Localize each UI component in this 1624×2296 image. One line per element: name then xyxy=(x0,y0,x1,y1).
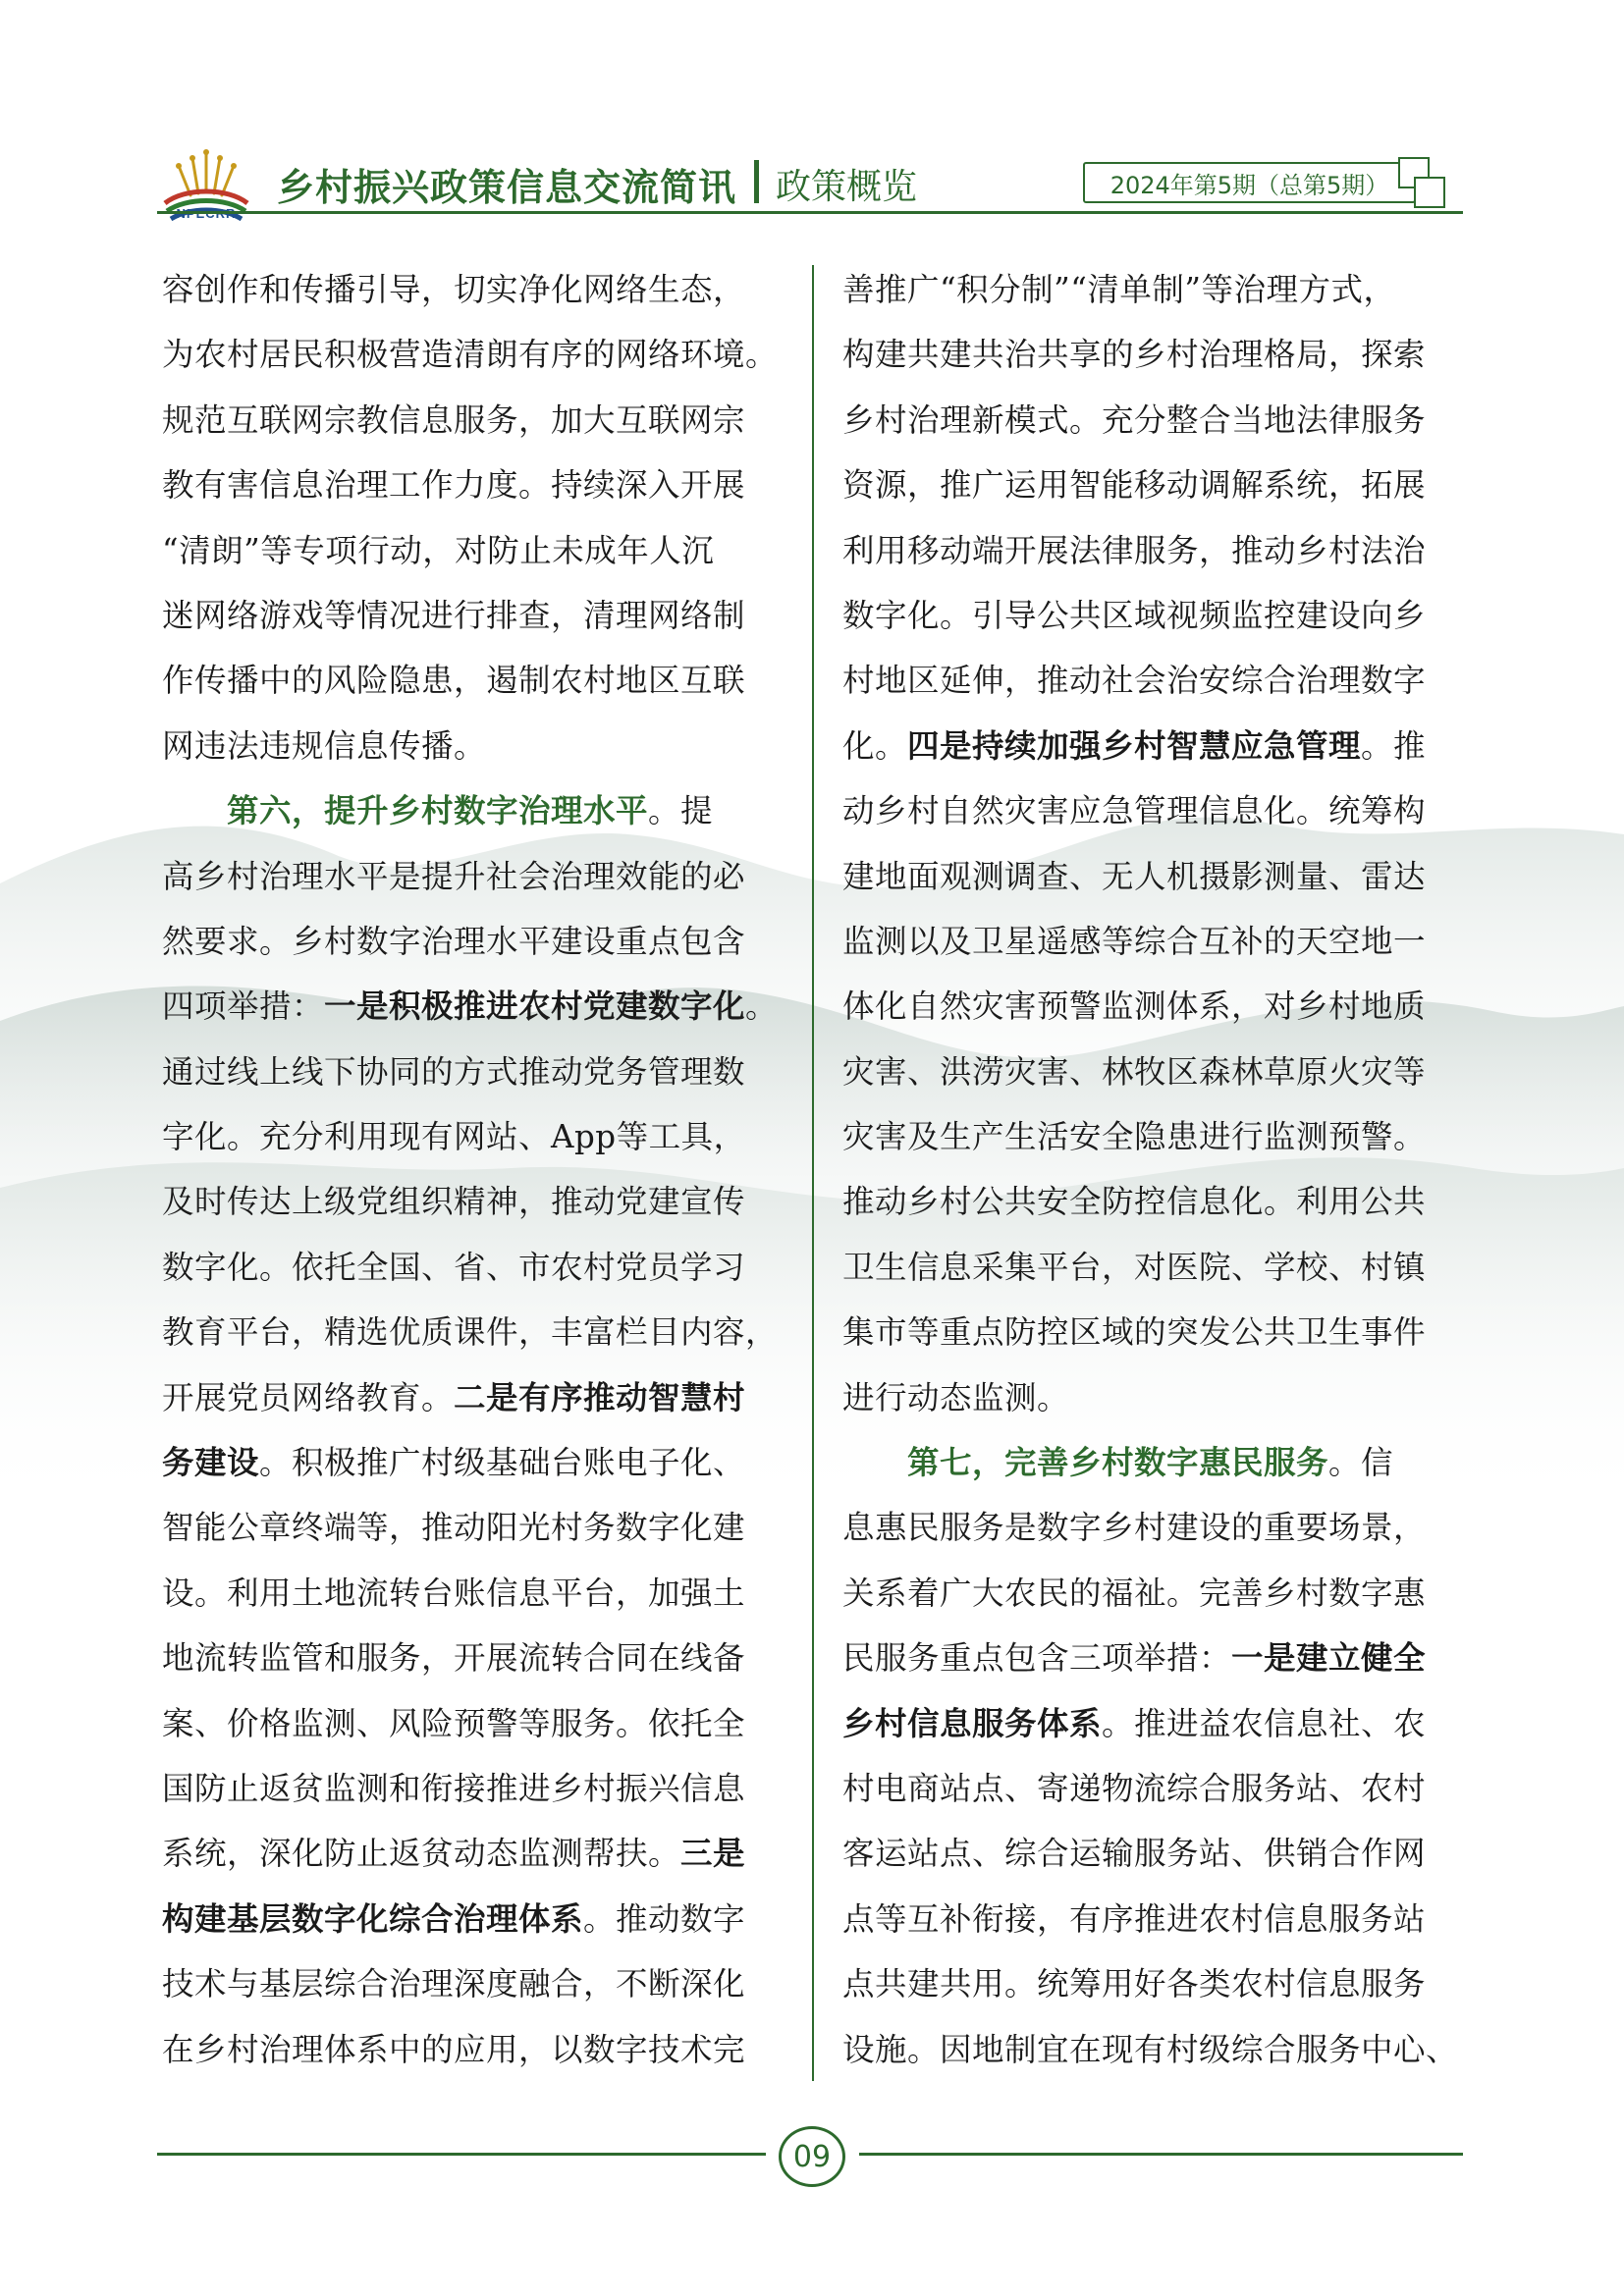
text-segment: 然要求。乡村数字治理水平建设重点包含 xyxy=(162,922,746,960)
text-segment: 设施。因地制宜在现有村级综合服务中心、 xyxy=(842,2030,1459,2068)
text-segment: 灾害及生产生活安全隐患进行监测预警。 xyxy=(842,1118,1427,1156)
text-line xyxy=(842,1951,1463,2016)
text-line xyxy=(842,2017,1463,2082)
text-line xyxy=(842,322,1463,387)
text-segment: 。推动数字 xyxy=(583,1899,746,1938)
text-line xyxy=(162,1951,790,2016)
footer-rule-left xyxy=(157,2153,766,2156)
text-segment: 推动乡村公共安全防控信息化。利用公共 xyxy=(842,1183,1427,1221)
text-line xyxy=(842,648,1463,713)
text-segment: 系统，深化防止返贫动态监测帮扶。 xyxy=(162,1835,681,1873)
section-heading: 第六，提升乡村数字治理水平 xyxy=(227,791,649,830)
right-text-column xyxy=(842,257,1463,2082)
text-line xyxy=(842,778,1463,843)
text-segment: 息惠民服务是数字乡村建设的重要场景， xyxy=(842,1509,1427,1547)
text-segment: 。提 xyxy=(648,792,714,830)
text-line xyxy=(842,1104,1463,1169)
bold-phrase: 四是持续加强乡村智慧应急管理 xyxy=(907,725,1362,765)
text-line xyxy=(842,1300,1463,1364)
text-segment: 教有害信息治理工作力度。持续深入开展 xyxy=(162,466,746,505)
text-line xyxy=(842,1821,1463,1886)
text-segment: 作传播中的风险隐患，遏制农村地区互联 xyxy=(162,662,746,700)
text-segment: 客运站点、综合运输服务站、供销合作网 xyxy=(842,1835,1427,1873)
text-line xyxy=(162,778,790,843)
text-line xyxy=(162,583,790,648)
text-segment: 建地面观测调查、无人机摄影测量、雷达 xyxy=(842,857,1427,895)
text-segment: 体化自然灾害预警监测体系，对乡村地质 xyxy=(842,988,1427,1026)
bold-phrase: 乡村信息服务体系 xyxy=(842,1703,1103,1742)
text-line xyxy=(162,648,790,713)
text-segment: 通过线上线下协同的方式推动党务管理数 xyxy=(162,1052,746,1091)
bold-phrase: 一是积极推进农村党建数字化 xyxy=(324,987,746,1026)
text-line xyxy=(842,1887,1463,1951)
text-line xyxy=(162,1821,790,1886)
text-line xyxy=(842,1691,1463,1756)
text-line xyxy=(842,1626,1463,1690)
text-line xyxy=(842,1495,1463,1560)
text-segment: 。积极推广村级基础台账电子化、 xyxy=(259,1444,746,1482)
issue-badge: 2024年第5期（总第5期） xyxy=(1083,162,1416,203)
left-text-column xyxy=(162,257,790,2082)
text-line xyxy=(162,844,790,909)
text-line xyxy=(842,453,1463,517)
text-segment: 容创作和传播引导，切实净化网络生态， xyxy=(162,271,746,308)
text-segment: 关系着广大农民的福祉。完善乡村数字惠 xyxy=(842,1574,1427,1612)
text-segment: 。 xyxy=(745,988,779,1026)
text-segment: 地流转监管和服务，开展流转合同在线备 xyxy=(162,1639,746,1678)
text-segment: 资源，推广运用智能移动调解系统，拓展 xyxy=(842,466,1427,505)
text-segment: 技术与基层综合治理深度融合，不断深化 xyxy=(162,1965,746,2003)
text-line xyxy=(842,1561,1463,1626)
text-line xyxy=(842,518,1463,583)
text-line xyxy=(162,1104,790,1169)
text-segment: “清朗”等专项行动，对防止未成年人沉 xyxy=(162,531,715,569)
text-line xyxy=(842,1365,1463,1430)
text-line xyxy=(162,909,790,974)
text-segment: 动乡村自然灾害应急管理信息化。统筹构 xyxy=(842,792,1427,830)
text-line xyxy=(842,1040,1463,1104)
bold-phrase: 二是有序推动智慧村 xyxy=(454,1377,746,1416)
column-divider xyxy=(812,265,814,2081)
decorative-square xyxy=(1414,177,1445,208)
text-segment: 。推进益农信息社、农 xyxy=(1102,1704,1427,1742)
page-number: 09 xyxy=(779,2126,845,2187)
text-segment: 村电商站点、寄递物流综合服务站、农村 xyxy=(842,1769,1427,1807)
text-segment: 灾害、洪涝灾害、林牧区森林草原火灾等 xyxy=(842,1052,1427,1091)
bold-phrase: 构建基层数字化综合治理体系 xyxy=(162,1898,584,1938)
text-segment: 乡村治理新模式。充分整合当地法律服务 xyxy=(842,400,1427,439)
section-heading: 第七，完善乡村数字惠民服务 xyxy=(907,1443,1329,1482)
text-line xyxy=(162,1887,790,1951)
text-line xyxy=(842,1169,1463,1234)
bold-phrase: 务建设 xyxy=(162,1443,260,1482)
text-segment: 智能公章终端等，推动阳光村务数字化建 xyxy=(162,1509,746,1547)
text-line xyxy=(842,1235,1463,1300)
text-line xyxy=(842,257,1463,322)
text-segment: 案、价格监测、风险预警等服务。依托全 xyxy=(162,1704,746,1742)
text-segment: 民服务重点包含三项举措： xyxy=(842,1639,1232,1678)
text-segment: 化。 xyxy=(842,726,908,765)
newsletter-title: 乡村振兴政策信息交流简讯 xyxy=(277,166,737,209)
text-line xyxy=(842,388,1463,453)
footer-rule-right xyxy=(859,2153,1463,2156)
bold-phrase: 一是建立健全 xyxy=(1231,1638,1427,1678)
text-line xyxy=(162,1235,790,1300)
text-segment: 数字化。依托全国、省、市农村党员学习 xyxy=(162,1248,746,1286)
header-rule xyxy=(157,211,1463,214)
text-line xyxy=(162,1691,790,1756)
text-line xyxy=(842,909,1463,974)
text-line xyxy=(162,1495,790,1560)
text-line xyxy=(162,1430,790,1495)
text-segment: 高乡村治理水平是提升社会治理效能的必 xyxy=(162,857,746,895)
text-segment: 及时传达上级党组织精神，推动党建宣传 xyxy=(162,1183,746,1221)
text-segment: 利用移动端开展法律服务，推动乡村法治 xyxy=(842,531,1427,569)
text-line xyxy=(162,714,790,778)
text-segment: 迷网络游戏等情况进行排查，清理网络制 xyxy=(162,596,746,634)
text-line xyxy=(162,1300,790,1364)
text-line xyxy=(162,388,790,453)
text-line xyxy=(842,583,1463,648)
text-line xyxy=(162,453,790,517)
bold-phrase: 三是 xyxy=(680,1834,746,1873)
text-segment: 国防止返贫监测和衔接推进乡村振兴信息 xyxy=(162,1769,746,1807)
text-line xyxy=(842,974,1463,1039)
text-segment: 数字化。引导公共区域视频监控建设向乡 xyxy=(842,596,1427,634)
section-label: 政策概览 xyxy=(776,167,918,207)
text-line xyxy=(842,1756,1463,1821)
text-line xyxy=(162,2017,790,2082)
text-segment: 开展党员网络教育。 xyxy=(162,1378,455,1416)
text-segment: 网违法违规信息传播。 xyxy=(162,726,487,765)
text-segment: 监测以及卫星遥感等综合互补的天空地一 xyxy=(842,922,1427,960)
text-segment: 教育平台，精选优质课件，丰富栏目内容， xyxy=(162,1313,779,1352)
text-line xyxy=(842,1430,1463,1495)
text-segment: 规范互联网宗教信息服务，加大互联网宗 xyxy=(162,400,746,439)
text-segment: 点共建共用。统筹用好各类农村信息服务 xyxy=(842,1965,1427,2003)
text-segment: 村地区延伸，推动社会治安综合治理数字 xyxy=(842,662,1427,700)
text-segment: 四项举措： xyxy=(162,988,325,1026)
text-line xyxy=(162,257,790,322)
text-segment xyxy=(162,792,227,829)
text-segment: 点等互补衔接，有序推进农村信息服务站 xyxy=(842,1899,1427,1938)
text-line xyxy=(842,844,1463,909)
header-separator xyxy=(754,160,759,203)
text-line xyxy=(162,518,790,583)
text-line xyxy=(162,1756,790,1821)
text-line xyxy=(162,974,790,1039)
text-segment: 。推 xyxy=(1361,726,1427,765)
text-segment: 善推广“积分制”“清单制”等治理方式， xyxy=(842,271,1396,308)
text-segment: 集市等重点防控区域的突发公共卫生事件 xyxy=(842,1313,1427,1352)
text-line xyxy=(842,714,1463,778)
text-line xyxy=(162,1365,790,1430)
text-line xyxy=(162,1626,790,1690)
text-segment: 进行动态监测。 xyxy=(842,1378,1070,1416)
text-segment: 。信 xyxy=(1328,1444,1394,1482)
text-segment: 在乡村治理体系中的应用，以数字技术完 xyxy=(162,2030,746,2068)
text-segment: 卫生信息采集平台，对医院、学校、村镇 xyxy=(842,1248,1427,1286)
text-line xyxy=(162,1169,790,1234)
text-segment: 字化。充分利用现有网站、App等工具， xyxy=(162,1118,746,1156)
text-segment: 为农村居民积极营造清朗有序的网络环境。 xyxy=(162,336,779,374)
text-segment: 设。利用土地流转台账信息平台，加强土 xyxy=(162,1574,746,1612)
text-segment xyxy=(842,1444,907,1481)
text-line xyxy=(162,1040,790,1104)
text-line xyxy=(162,1561,790,1626)
text-segment: 构建共建共治共享的乡村治理格局，探索 xyxy=(842,336,1427,374)
text-line xyxy=(162,322,790,387)
